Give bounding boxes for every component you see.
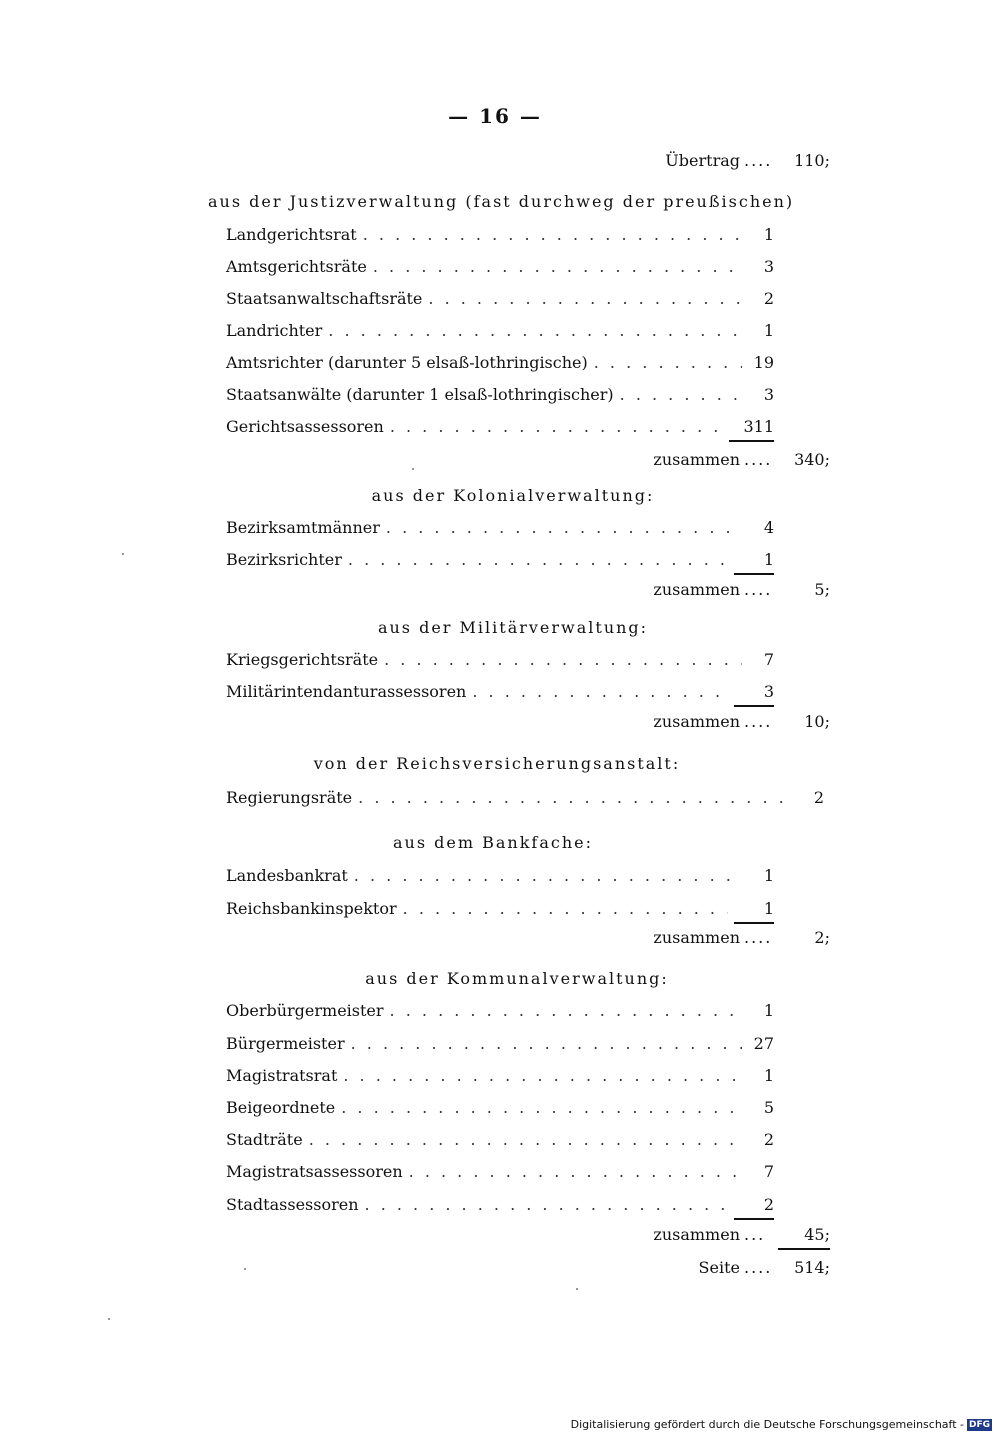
list-item <box>226 1159 774 1185</box>
row-label: Landesbankrat <box>226 866 348 885</box>
row-value: 1 <box>763 321 774 340</box>
row-label: Gerichtsassessoren <box>226 417 384 436</box>
row-value: 1 <box>763 866 774 885</box>
list-item <box>226 1095 774 1121</box>
section-total <box>560 1222 830 1250</box>
leader-dots <box>363 222 742 248</box>
list-item <box>226 863 774 889</box>
scan-speck <box>412 468 414 470</box>
leader-dots <box>403 896 728 922</box>
leader-dots <box>365 1192 728 1218</box>
total-dots: ... <box>744 1225 766 1244</box>
row-label: Amtsrichter (darunter 5 elsaß-lothringische) <box>226 353 588 372</box>
list-item <box>226 318 774 344</box>
row-value: 2 <box>813 788 824 807</box>
total-label: zusammen <box>653 928 740 947</box>
row-label: Reichsbankinspektor <box>226 899 397 918</box>
row-label: Landrichter <box>226 321 323 340</box>
leader-dots <box>348 547 728 573</box>
row-label: Bürgermeister <box>226 1034 345 1053</box>
row-value: 4 <box>763 518 774 537</box>
total-dots: .... <box>744 928 773 947</box>
list-item <box>226 414 774 442</box>
list-item <box>226 1063 774 1089</box>
leader-dots <box>373 254 742 280</box>
row-value: 1 <box>734 896 774 924</box>
total-value: 45; <box>778 1222 830 1250</box>
leader-dots <box>428 286 742 312</box>
list-item <box>226 286 774 312</box>
row-label: Staatsanwälte (darunter 1 elsaß-lothringischer) <box>226 385 614 404</box>
row-value: 7 <box>763 650 774 669</box>
page-number: — 16 — <box>448 104 542 128</box>
section-heading: von der Reichsversicherungsanstalt: <box>313 754 681 773</box>
leader-dots <box>472 679 728 705</box>
row-value: 2 <box>763 1130 774 1149</box>
footer-text: Digitalisierung gefördert durch die Deutsche Forschungsgemeinschaft - <box>570 1418 964 1431</box>
page-total-label: Seite <box>698 1258 740 1277</box>
row-label: Kriegsgerichtsräte <box>226 650 379 669</box>
section-total <box>560 447 830 473</box>
row-label: Magistratsassessoren <box>226 1162 403 1181</box>
leader-dots <box>390 998 742 1024</box>
total-value: 2; <box>814 928 830 947</box>
list-item <box>226 222 774 248</box>
row-label: Magistratsrat <box>226 1066 338 1085</box>
section-total <box>560 709 830 735</box>
list-item <box>226 350 774 376</box>
list-item <box>226 896 774 924</box>
carry-over-value: 110; <box>794 151 830 170</box>
scan-speck <box>244 1268 246 1270</box>
list-item <box>226 254 774 280</box>
dfg-logo: DFG <box>968 1419 990 1430</box>
list-item <box>226 1031 774 1057</box>
total-label: zusammen <box>653 580 740 599</box>
row-label: Militärintendanturassessoren <box>226 682 467 701</box>
carry-over-line <box>560 148 830 174</box>
leader-dots <box>386 515 742 541</box>
row-label: Staatsanwaltschaftsräte <box>226 289 423 308</box>
list-item <box>226 547 774 575</box>
row-value: 1 <box>763 1001 774 1020</box>
row-value: 1 <box>763 1066 774 1085</box>
page-total-value: 514; <box>794 1258 830 1277</box>
section-total <box>560 577 830 603</box>
row-value: 7 <box>763 1162 774 1181</box>
list-item <box>226 1127 774 1153</box>
row-value: 3 <box>763 385 774 404</box>
row-value: 311 <box>729 414 774 442</box>
section-heading: aus der Justizverwaltung (fast durchweg der preußischen) <box>208 192 795 211</box>
carry-over-dots: .... <box>744 151 773 170</box>
list-item <box>226 382 774 408</box>
leader-dots <box>620 382 742 408</box>
total-label: zusammen <box>653 712 740 731</box>
list-item <box>226 785 824 811</box>
section-total <box>560 925 830 951</box>
total-label: zusammen <box>653 1225 740 1244</box>
section-heading: aus dem Bankfache: <box>393 833 593 852</box>
total-dots: .... <box>744 712 773 731</box>
row-value: 3 <box>734 679 774 707</box>
row-value: 1 <box>763 225 774 244</box>
row-value: 3 <box>763 257 774 276</box>
list-item <box>226 515 774 541</box>
total-dots: .... <box>744 450 773 469</box>
row-label: Stadträte <box>226 1130 303 1149</box>
row-value: 27 <box>753 1034 774 1053</box>
scan-speck <box>122 553 124 555</box>
leader-dots <box>390 414 724 440</box>
leader-dots <box>309 1127 742 1153</box>
leader-dots <box>409 1159 742 1185</box>
section-heading: aus der Kommunalverwaltung: <box>365 969 669 988</box>
scan-speck <box>108 1318 110 1320</box>
section-heading: aus der Kolonialverwaltung: <box>371 486 655 505</box>
row-label: Stadtassessoren <box>226 1195 359 1214</box>
leader-dots <box>384 647 742 673</box>
row-label: Bezirksrichter <box>226 550 342 569</box>
leader-dots <box>358 785 792 811</box>
total-value: 10; <box>804 712 830 731</box>
row-label: Beigeordnete <box>226 1098 336 1117</box>
total-value: 340; <box>794 450 830 469</box>
leader-dots <box>351 1031 742 1057</box>
list-item <box>226 679 774 707</box>
total-dots: .... <box>744 580 773 599</box>
row-label: Bezirksamtmänner <box>226 518 380 537</box>
scan-speck <box>576 1288 578 1290</box>
leader-dots <box>341 1095 742 1121</box>
leader-dots <box>343 1063 742 1089</box>
leader-dots <box>354 863 742 889</box>
footer-credit <box>571 1418 992 1431</box>
total-label: zusammen <box>653 450 740 469</box>
total-value: 5; <box>814 580 830 599</box>
row-value: 1 <box>734 547 774 575</box>
carry-over-label: Übertrag <box>665 151 740 170</box>
page-total-dots: .... <box>744 1258 773 1277</box>
section-heading: aus der Militärverwaltung: <box>377 618 649 637</box>
list-item <box>226 647 774 673</box>
page-total-line <box>560 1255 830 1281</box>
row-value: 2 <box>763 289 774 308</box>
row-label: Regierungsräte <box>226 788 353 807</box>
leader-dots <box>328 318 742 344</box>
row-label: Oberbürgermeister <box>226 1001 384 1020</box>
row-label: Landgerichtsrat <box>226 225 357 244</box>
row-value: 2 <box>734 1192 774 1220</box>
row-label: Amtsgerichtsräte <box>226 257 367 276</box>
row-value: 19 <box>753 353 774 372</box>
list-item <box>226 998 774 1024</box>
row-value: 5 <box>763 1098 774 1117</box>
list-item <box>226 1192 774 1220</box>
leader-dots <box>594 350 742 376</box>
